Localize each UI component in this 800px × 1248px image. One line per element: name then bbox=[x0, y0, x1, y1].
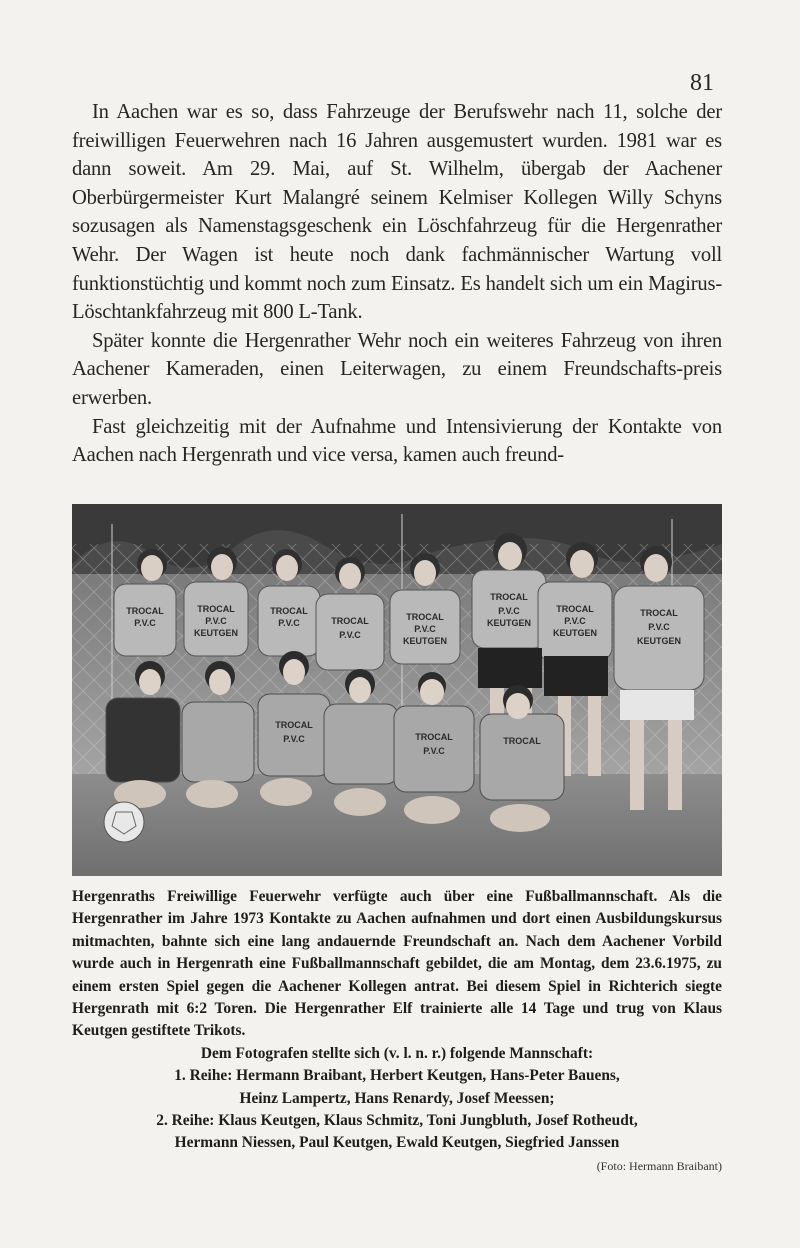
paragraph: In Aachen war es so, dass Fahrzeuge der Berufswehr nach 11, solche der freiwilligen Feuerwehren nach 16 Jahren ausgemustert wurden. 1981 war es dann soweit. Am 29. Mai, auf St. Wilhelm, übergab der Aachener Oberbürgermeister Kurt Malangré seinem Kelmiser Kollegen Willy Schyns sozusagen als Namenstagsgeschenk ein Löschfahrzeug für die Hergenrather Wehr. Der Wagen ist heute noch dank fachmännischer Wartung voll funktionstüchtig und kommt noch zum Einsatz. Es handelt sich um ein Magirus-Löschtankfahrzeug mit 800 L-Tank. bbox=[72, 101, 722, 324]
caption-row-1-cont: Heinz Lampertz, Hans Renardy, Josef Meessen; bbox=[239, 1089, 555, 1107]
jersey-text: TROCAL bbox=[640, 608, 678, 618]
jersey-text: P.V.C bbox=[648, 622, 670, 632]
body-text bbox=[72, 98, 722, 470]
caption-row-1: 1. Reihe: Hermann Braibant, Herbert Keutgen, Hans-Peter Bauens, bbox=[174, 1067, 620, 1085]
jersey-text: TROCAL bbox=[126, 606, 164, 616]
jersey-text: TROCAL bbox=[406, 612, 444, 622]
jersey-text: P.V.C bbox=[564, 616, 586, 626]
jersey-text: P.V.C bbox=[414, 624, 436, 634]
photo-caption bbox=[72, 886, 722, 1155]
caption-row-2: 2. Reihe: Klaus Keutgen, Klaus Schmitz, Toni Jungbluth, Josef Rotheudt, bbox=[156, 1112, 638, 1130]
jersey-text: P.V.C bbox=[339, 630, 361, 640]
jersey-text: TROCAL bbox=[503, 736, 541, 746]
caption-intro: Dem Fotografen stellte sich (v. l. n. r.) folgende Mannschaft: bbox=[200, 1044, 594, 1062]
jersey-text: KEUTGEN bbox=[486, 618, 532, 628]
jersey-text: P.V.C bbox=[423, 746, 445, 756]
jersey-text: TROCAL bbox=[275, 720, 313, 730]
caption-row-2-cont: Hermann Niessen, Paul Keutgen, Ewald Keutgen, Siegfried Janssen bbox=[174, 1134, 620, 1152]
jersey-text: P.V.C bbox=[278, 618, 300, 628]
jersey-text: P.V.C bbox=[134, 618, 156, 628]
jersey-text: KEUTGEN bbox=[193, 628, 239, 638]
jersey-text: P.V.C bbox=[205, 616, 227, 626]
jersey-text: P.V.C bbox=[283, 734, 305, 744]
jersey-text: P.V.C bbox=[498, 606, 520, 616]
jersey-text: TROCAL bbox=[556, 604, 594, 614]
jersey-text: TROCAL bbox=[415, 732, 453, 742]
paragraph: Später konnte die Hergenrather Wehr noch ein weiteres Fahrzeug von ihren Aachener Kameraden, einen Leiterwagen, zu einem Freundschafts-preis erwerben. bbox=[72, 329, 722, 409]
caption-text: Hergenraths Freiwillige Feuerwehr verfügte auch über eine Fußballmannschaft. Als die Hergenrather im Jahre 1973 Kontakte zu Aachen aufnahmen und dort einen Ausbildungskursus mitmachten, bahnte sich eine lang andauernde Freundschaft an. Nach dem Aachener Vorbild wurde auch in Hergenrath eine Fußballmannschaft gebildet, die am Montag, dem 23.6.1975, zu einem ersten Spiel gegen die Aachener Kollegen antrat. Bei diesem Spiel in Richterich siegte Hergenrath mit 6:2 Toren. Die Hergenrather Elf trainierte alle 14 Tage und trug von Klaus Keutgen gestiftete Trikots. bbox=[72, 888, 722, 1040]
jersey-text: TROCAL bbox=[270, 606, 308, 616]
jersey-text: KEUTGEN bbox=[402, 636, 448, 646]
page-number: 81 bbox=[690, 70, 714, 96]
jersey-text: KEUTGEN bbox=[552, 628, 598, 638]
photo-credit: (Foto: Hermann Braibant) bbox=[596, 1159, 722, 1173]
jersey-text: TROCAL bbox=[197, 604, 235, 614]
jersey-text: TROCAL bbox=[331, 616, 369, 626]
jersey-text: TROCAL bbox=[490, 592, 528, 602]
paragraph: Fast gleichzeitig mit der Aufnahme und Intensivierung der Kontakte von Aachen nach Hergenrath und vice versa, kamen auch freund- bbox=[72, 415, 722, 467]
jersey-text: KEUTGEN bbox=[636, 636, 682, 646]
team-photo bbox=[72, 504, 722, 876]
team-photo-drawing bbox=[72, 504, 722, 876]
